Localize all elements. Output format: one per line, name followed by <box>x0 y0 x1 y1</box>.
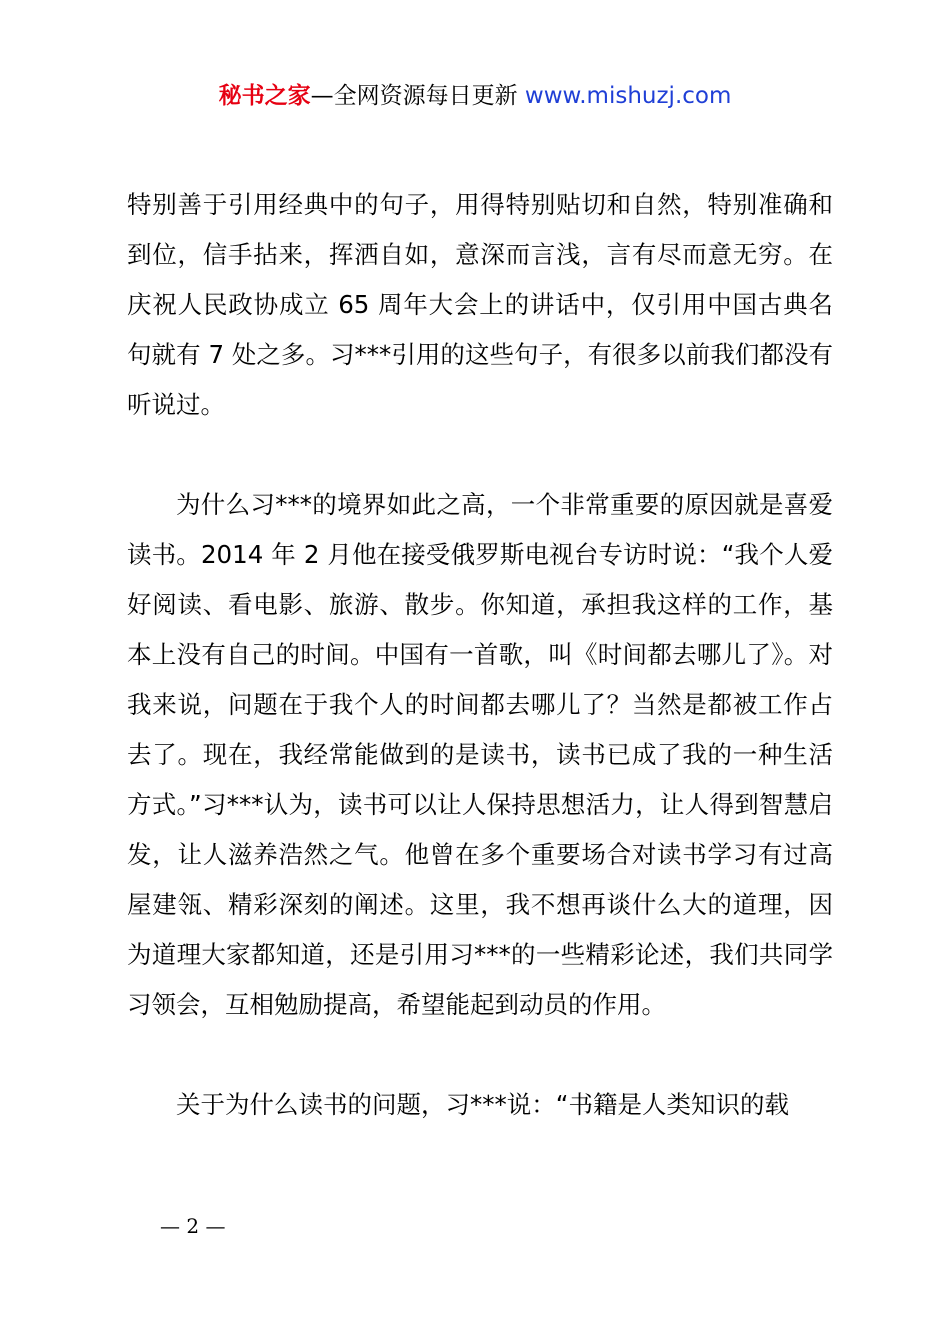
document-body <box>127 180 833 1130</box>
site-url-link[interactable]: www.mishuzj.com <box>524 83 732 109</box>
site-header <box>0 80 950 112</box>
site-brand: 秘书之家 <box>218 83 311 109</box>
paragraph-continued: 特别善于引用经典中的句子，用得特别贴切和自然，特别准确和到位，信手拈来，挥洒自如，意深而言浅，言有尽而意无穷。在庆祝人民政协成立 65 周年大会上的讲话中，仅引用中国古典名句就有 7 处之多。习***引用的这些句子，有很多以前我们都没有听说过。 <box>127 190 833 419</box>
site-slogan: —全网资源每日更新 <box>310 83 518 109</box>
page-number: — 2 — <box>160 1214 226 1238</box>
paragraph-reading-reason: 为什么习***的境界如此之高，一个非常重要的原因就是喜爱读书。2014 年 2 月他在接受俄罗斯电视台专访时说：“我个人爱好阅读、看电影、旅游、散步。你知道，承担我这样的工作，基本上没有自己的时间。中国有一首歌，叫《时间都去哪儿了》。对我来说，问题在于我个人的时间都去哪儿了？当然是都被工作占去了。现在，我经常能做到的是读书，读书已成了我的一种生活方式。”习***认为，读书可以让人保持思想活力，让人得到智慧启发，让人滋养浩然之气。他曾在多个重要场合对读书学习有过高屋建瓴、精彩深刻的阐述。这里，我不想再谈什么大的道理，因为道理大家都知道，还是引用习***的一些精彩论述，我们共同学习领会，互相勉励提高，希望能起到动员的作用。 <box>127 490 833 1019</box>
paragraph-why-read: 关于为什么读书的问题，习***说：“书籍是人类知识的载 <box>176 1090 789 1119</box>
